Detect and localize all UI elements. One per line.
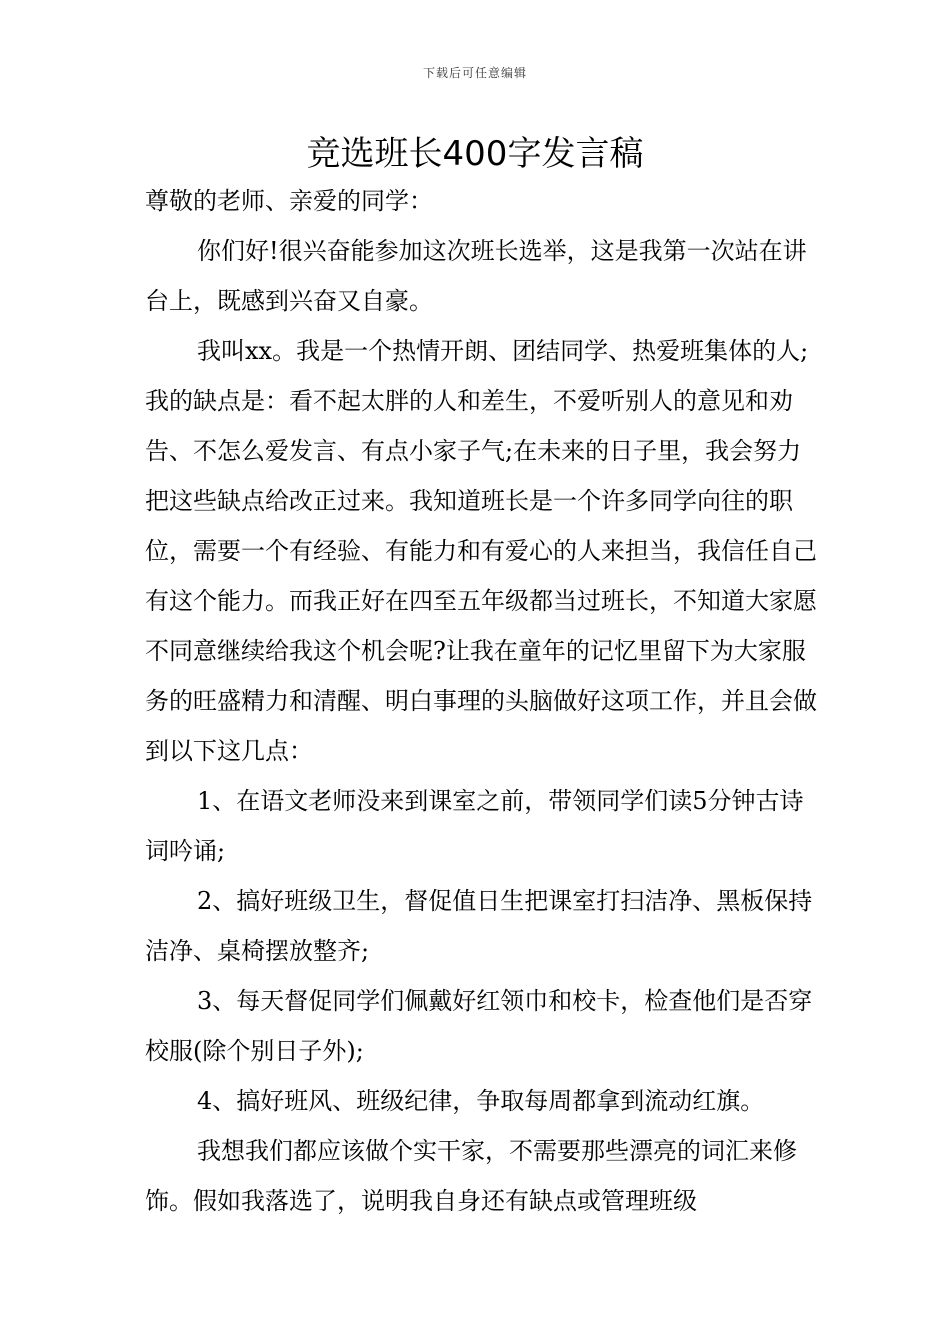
header-note: 下载后可任意编辑 — [422, 66, 527, 80]
plan-item-1: 1、在语文老师没来到课室之前，带领同学们读5分钟古诗词吟诵; — [145, 787, 804, 865]
self-introduction-paragraph: 我叫xx。我是一个热情开朗、团结同学、热爱班集体的人;我的缺点是：看不起太胖的人和差生，不爱听别人的意见和劝告、不怎么爱发言、有点小家子气;在未来的日子里，我会努力把这些缺点给改正过来。我知道班长是一个许多同学向往的职位，需要一个有经验、有能力和有爱心的人来担当，我信任自己有这个能力。而我正好在四至五年级都当过班长，不知道大家愿不同意继续给我这个机会呢?让我在童年的记忆里留下为大家服务的旺盛精力和清醒、明白事理的头脑做好这项工作，并且会做到以下这几点： — [145, 337, 817, 765]
intro-paragraph: 你们好!很兴奋能参加这次班长选举，这是我第一次站在讲台上，既感到兴奋又自豪。 — [145, 237, 807, 315]
closing-paragraph: 我想我们都应该做个实干家，不需要那些漂亮的词汇来修饰。假如我落选了，说明我自身还有缺点或管理班级 — [145, 1137, 797, 1215]
salutation-paragraph: 尊敬的老师、亲爱的同学： — [145, 187, 433, 215]
plan-item-3: 3、每天督促同学们佩戴好红领巾和校卡，检查他们是否穿校服(除个别日子外); — [145, 987, 813, 1065]
plan-item-2: 2、搞好班级卫生，督促值日生把课室打扫洁净、黑板保持洁净、桌椅摆放整齐; — [145, 887, 813, 965]
page-title: 竞选班长400字发言稿 — [306, 134, 644, 174]
plan-item-4: 4、搞好班风、班级纪律，争取每周都拿到流动红旗。 — [197, 1087, 765, 1115]
document-body — [145, 176, 825, 1226]
